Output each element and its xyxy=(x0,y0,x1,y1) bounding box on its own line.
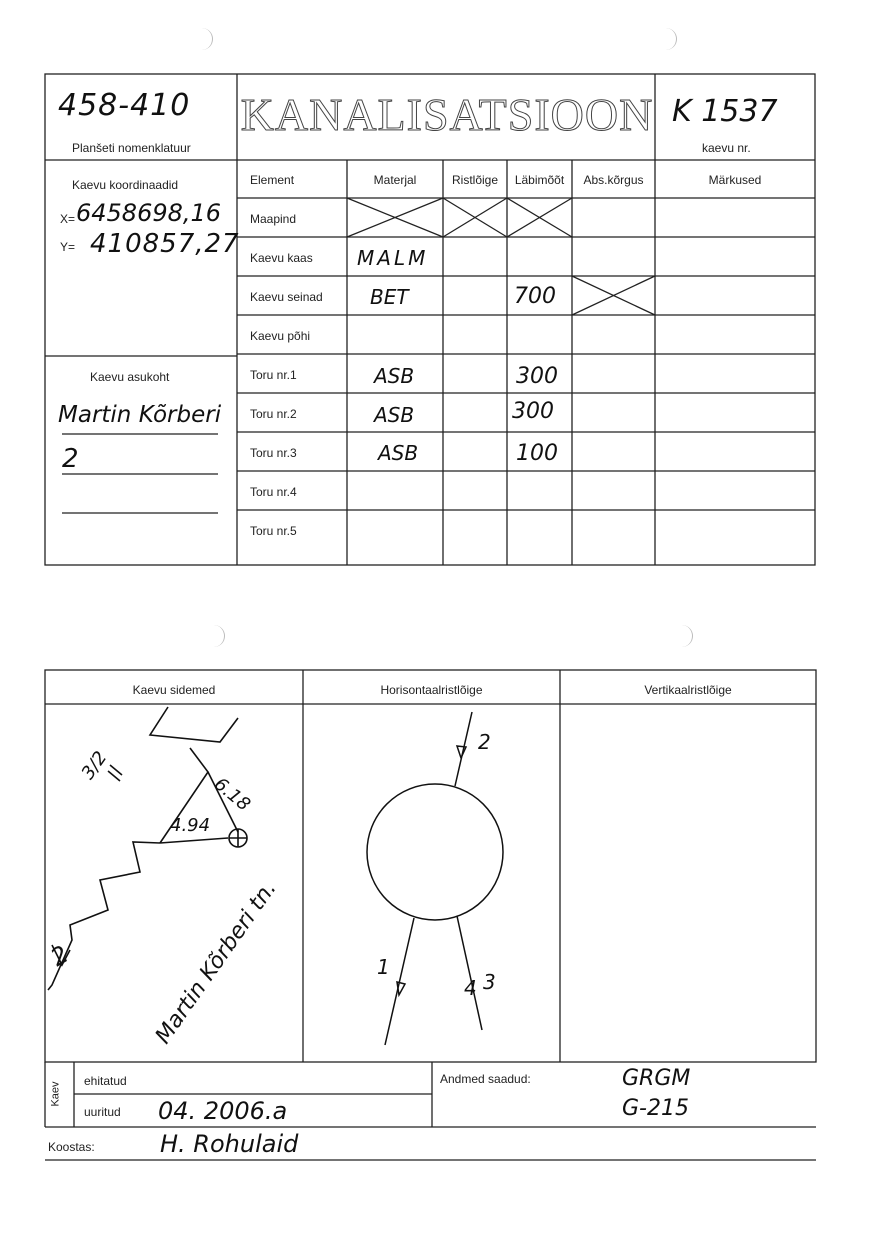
ties-label: 2 xyxy=(46,940,74,972)
diameter-value: 700 xyxy=(514,284,556,309)
col-header-element: Element xyxy=(250,173,295,187)
col-header-material: Materjal xyxy=(373,173,417,187)
row-element: Toru nr.5 xyxy=(250,524,297,538)
col-header-abs-height: Abs.kõrgus xyxy=(583,173,644,187)
material-value: ASB xyxy=(374,364,415,388)
pipe-label: 4 xyxy=(464,976,477,1000)
material-value: BET xyxy=(370,285,409,309)
street-label: Martin Kõrberi tn. xyxy=(150,876,282,1049)
row-element: Toru nr.3 xyxy=(250,446,297,460)
row-element: Kaevu seinad xyxy=(250,290,323,304)
sheet-label: Planšeti nomenklatuur xyxy=(72,141,191,155)
compiled-label: Koostas: xyxy=(48,1140,95,1154)
built-label: ehitatud xyxy=(84,1074,127,1088)
side-label: Kaev xyxy=(49,1081,62,1107)
diameter-value: 300 xyxy=(516,364,558,389)
vertical-section-header: Vertikaalristlõige xyxy=(644,683,732,697)
data-source-label: Andmed saadud: xyxy=(440,1072,531,1086)
horizontal-section-header: Horisontaalristlõige xyxy=(380,683,483,697)
x-prefix: X= xyxy=(60,212,76,226)
material-value: ASB xyxy=(378,441,419,465)
well-number: K 1537 xyxy=(672,94,778,129)
ties-label: 6.18 xyxy=(209,773,255,816)
location-label: Kaevu asukoht xyxy=(90,370,170,384)
material-value: ASB xyxy=(374,403,415,427)
data-source-value: GRGM xyxy=(622,1066,691,1091)
ties-header: Kaevu sidemed xyxy=(132,683,216,697)
ties-label: 4.94 xyxy=(170,815,211,836)
ties-label: 3/2 xyxy=(77,747,112,784)
well-label: kaevu nr. xyxy=(702,141,751,155)
row-element: Toru nr.4 xyxy=(250,485,297,499)
row-element: Toru nr.1 xyxy=(250,368,297,382)
location-number: 2 xyxy=(62,444,79,474)
pipe-label: 1 xyxy=(377,955,390,979)
pipe-label: 3 xyxy=(483,970,496,994)
surveyed-label: uuritud xyxy=(84,1105,121,1119)
material-value: MALM xyxy=(357,246,429,270)
y-coordinate: 410857,27 xyxy=(90,229,240,259)
y-prefix: Y= xyxy=(60,240,76,254)
data-source-value: G-215 xyxy=(622,1096,689,1121)
sheet-number: 458-410 xyxy=(58,88,191,123)
row-element: Kaevu põhi xyxy=(250,329,311,343)
coordinates-label: Kaevu koordinaadid xyxy=(72,178,179,192)
pipe-label: 2 xyxy=(478,730,491,754)
row-element: Toru nr.2 xyxy=(250,407,297,421)
location-street: Martin Kõrberi xyxy=(58,402,222,428)
col-header-diameter: Läbimõõt xyxy=(514,173,565,187)
diameter-value: 300 xyxy=(512,399,554,424)
horizontal-section-sketch xyxy=(367,712,503,1045)
col-header-cross-section: Ristlõige xyxy=(451,173,499,187)
surveyed-value: 04. 2006.a xyxy=(158,1097,288,1125)
compiled-value: H. Rohulaid xyxy=(160,1130,299,1158)
page-title: KANALISATSIOON xyxy=(240,89,654,140)
row-element: Maapind xyxy=(250,212,297,226)
diameter-value: 100 xyxy=(516,441,558,466)
col-header-remarks: Märkused xyxy=(708,173,762,187)
x-coordinate: 6458698,16 xyxy=(76,199,222,227)
row-element: Kaevu kaas xyxy=(250,251,313,265)
